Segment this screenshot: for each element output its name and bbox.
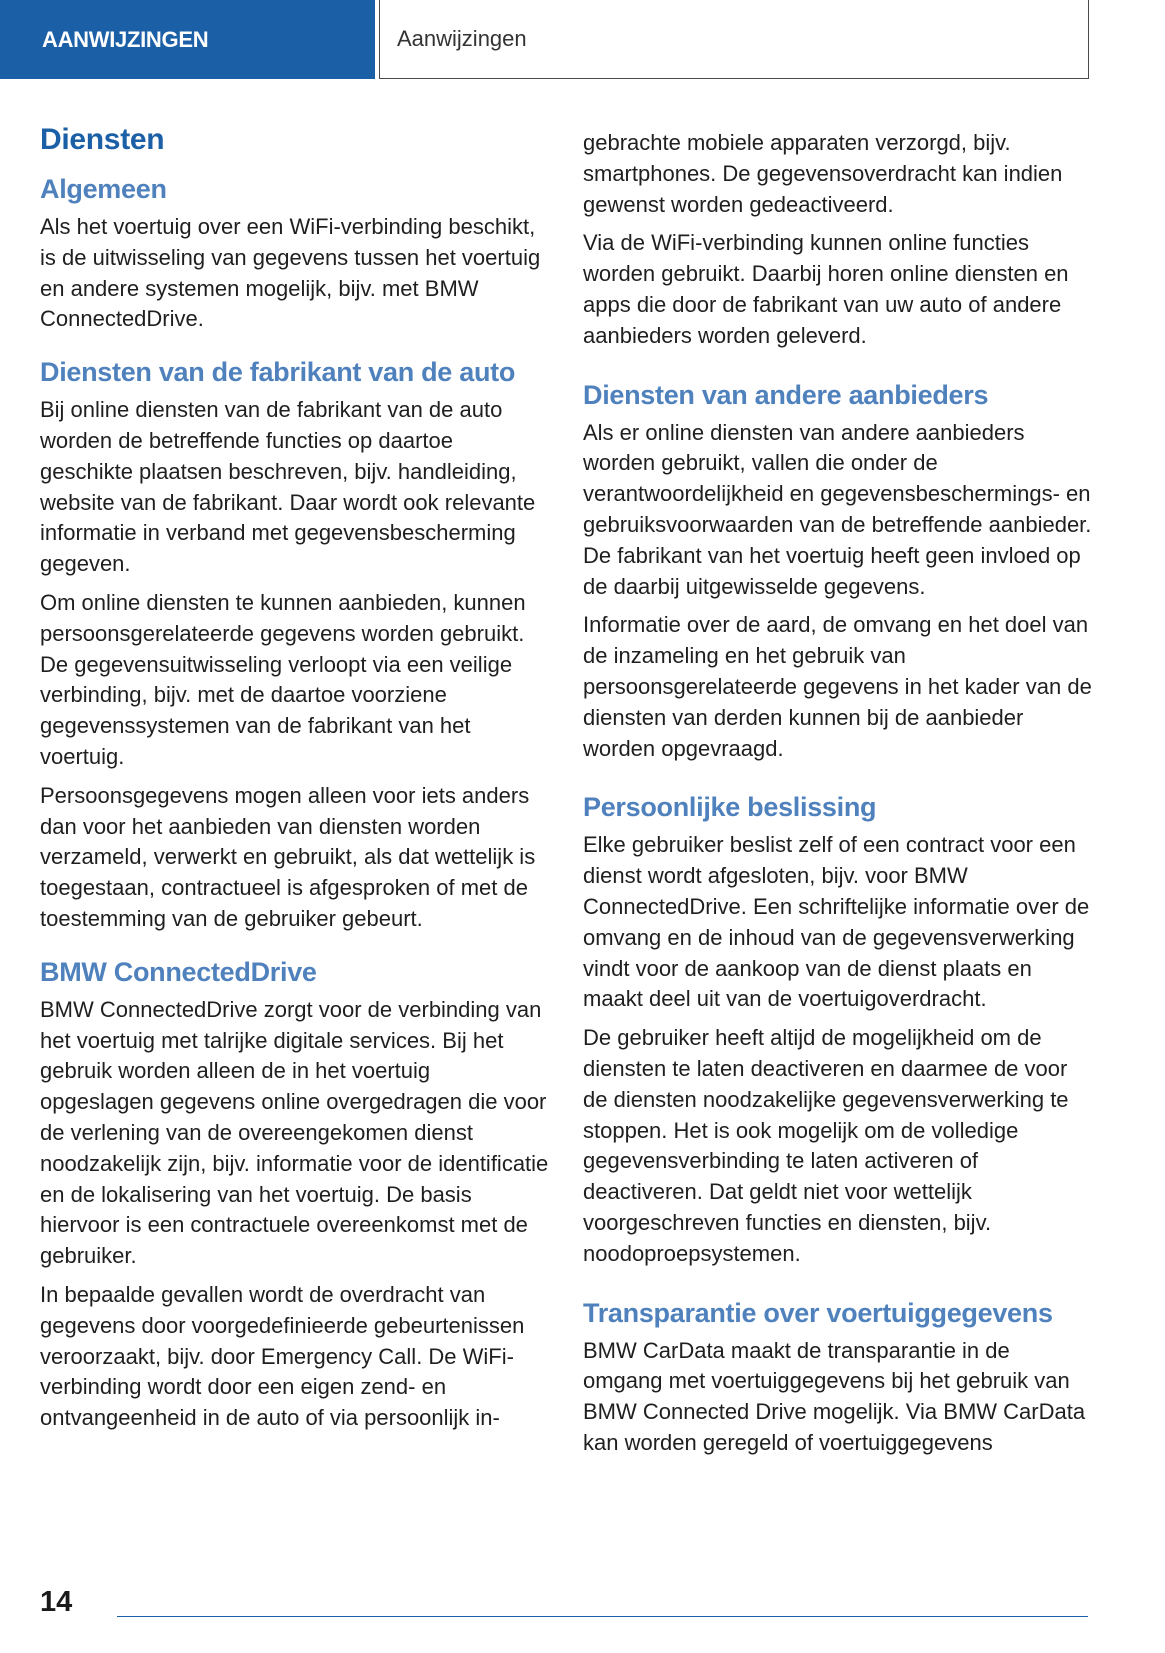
paragraph: Bij online diensten van de fabrikant van de auto worden de betreffende functies op daartoe geschikte plaatsen beschreven, bijv. handleiding, website van de fabrikant. Daar wordt ook relevante informatie in verband met gegevensbescherming gegeven. [40,397,536,577]
heading-transparantie: Transparantie over voertuiggegevens [583,1297,1053,1328]
heading-algemeen: Algemeen [40,174,167,204]
paragraph: Informatie over de aard, de omvang en het doel van de inzameling en het gebruik van persoonsgerelateerde gegevens in het kader van de diensten van derden kunnen bij de aanbieder worden opgevraagd. [583,612,1092,761]
paragraph: In bepaalde gevallen wordt de overdracht van gegevens door voorgedefinieerde gebeurtenissen veroorzaakt, bijv. door Emergency Call. De WiFi-verbinding wordt door een eigen zend- en ontvangeenheid in de auto of via persoonlijk in- [40,1281,525,1431]
chapter-title: Aanwijzingen [397,26,527,51]
section-tab: AANWIJZINGEN [0,0,375,79]
heading-diensten-andere-aanbieders: Diensten van andere aanbieders [583,379,989,410]
footer-divider [117,1616,1088,1617]
paragraph: Als er online diensten van andere aanbieders worden gebruikt, vallen die onder de verantwoordelijkheid en gegevensbeschermings- en gebruiksvoorwaarden van de betreffende aanbieder. De fabrikant van het voertuig heeft geen invloed op de daarbij uitgewisselde gegevens. [583,419,1092,599]
paragraph: Om online diensten te kunnen aanbieden, kunnen persoonsgerelateerde gegevens worden gebruikt. De gegevensuitwisseling verloopt via een veilige verbinding, bijv. met de daartoe voorziene gegevenssystemen van de fabrikant van het voertuig. [40,590,526,769]
paragraph: BMW CarData maakt de transparantie in de omgang met voertuiggegevens bij het gebruik van BMW Connected Drive mogelijk. Via BMW CarData kan worden geregeld of voertuiggegevens [583,1337,1086,1455]
paragraph: gebrachte mobiele apparaten verzorgd, bijv. smartphones. De gegevensoverdracht kan indien gewenst worden gedeactiveerd. [583,130,1063,217]
left-column [40,122,550,1442]
paragraph: De gebruiker heeft altijd de mogelijkheid om de diensten te laten deactiveren en daarmee de voor de diensten noodzakelijke gegevensverwerking te stoppen. Het is ook mogelijk om de volledige gegevensverbinding te laten activeren of deactiveren. Dat geldt niet voor wettelijk voorgeschreven functies en diensten, bijv. noodoproepsystemen. [583,1025,1069,1266]
paragraph: Via de WiFi-verbinding kunnen online functies worden gebruikt. Daarbij horen online diensten en apps die door de fabrikant van uw auto of andere aanbieders worden geleverd. [583,230,1069,348]
paragraph: Als het voertuig over een WiFi-verbinding beschikt, is de uitwisseling van gegevens tussen het voertuig en andere systemen mogelijk, bijv. met BMW ConnectedDrive. [40,214,541,332]
chapter-title-box [379,0,1089,79]
right-column [583,128,1093,1467]
heading-diensten-fabrikant: Diensten van de fabrikant van de auto [40,357,516,388]
page-number: 14 [40,1586,73,1618]
paragraph: Persoonsgegevens mogen alleen voor iets anders dan voor het aanbieden van diensten worden verzameld, verwerkt en gebruikt, als dat wettelijk is toegestaan, contractueel is afgesproken of met de toestemming van de gebruiker gebeurt. [40,782,536,931]
page-title: Diensten [40,123,165,156]
paragraph: Elke gebruiker beslist zelf of een contract voor een dienst wordt afgesloten, bijv. voor BMW ConnectedDrive. Een schriftelijke informatie over de omvang en de inhoud van de gegevensverwerking vindt voor de aankoop van de dienst plaats en maakt deel uit van de voertuigoverdracht. [583,832,1090,1012]
heading-persoonlijke-beslissing: Persoonlijke beslissing [583,792,877,823]
paragraph: BMW ConnectedDrive zorgt voor de verbinding van het voertuig met talrijke digitale services. Bij het gebruik worden alleen de in het voertuig opgeslagen gegevens online overgedragen die voor de verlening van de overeengekomen dienst noodzakelijk zijn, bijv. informatie voor de identificatie en de lokalisering van het voertuig. De basis hiervoor is een contractuele overeenkomst met de gebruiker. [40,996,549,1269]
heading-bmw-connecteddrive: BMW ConnectedDrive [40,956,317,987]
